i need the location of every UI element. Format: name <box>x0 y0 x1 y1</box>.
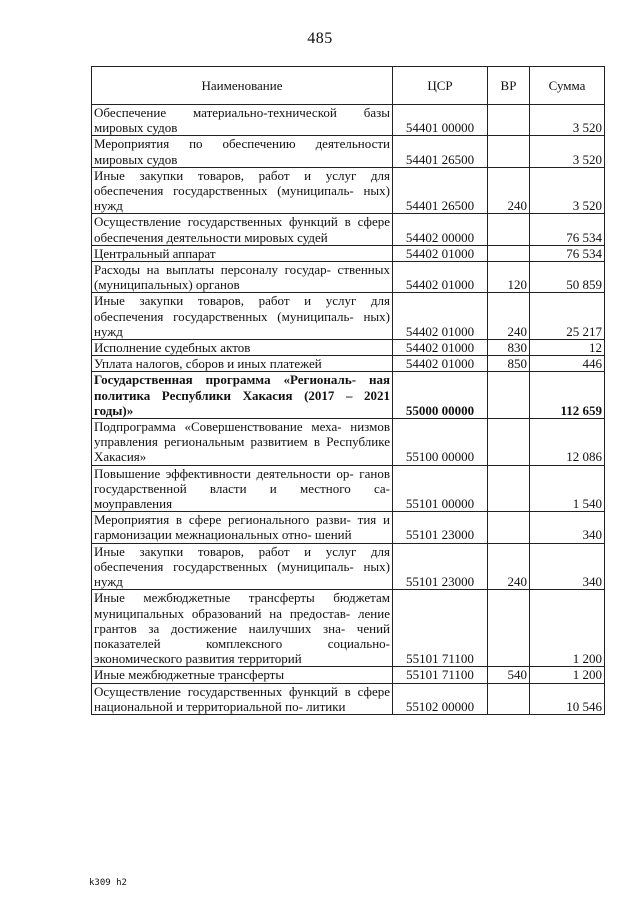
row-vr: 240 <box>488 543 530 590</box>
table-row <box>92 262 605 293</box>
row-csr: 55101 00000 <box>393 465 488 512</box>
row-sum: 340 <box>530 543 605 590</box>
row-sum: 12 086 <box>530 419 605 466</box>
row-csr: 54402 01000 <box>393 245 488 261</box>
row-name: Иные закупки товаров, работ и услуг для обеспечения государственных (муниципаль- ных) нужд <box>92 543 393 590</box>
row-name: Центральный аппарат <box>92 245 393 261</box>
row-csr: 54401 26500 <box>393 136 488 167</box>
table-row <box>92 105 605 136</box>
row-name: Мероприятия в сфере регионального разви- тия и гармонизации межнациональных отно- шений <box>92 512 393 543</box>
row-sum: 3 520 <box>530 167 605 214</box>
row-sum: 1 540 <box>530 465 605 512</box>
table-row <box>92 590 605 667</box>
row-csr: 54402 01000 <box>393 356 488 372</box>
row-csr: 55101 23000 <box>393 512 488 543</box>
row-name: Иные межбюджетные трансферты <box>92 667 393 683</box>
header-vr: ВР <box>488 67 530 105</box>
table-row <box>92 245 605 261</box>
row-csr: 55101 71100 <box>393 590 488 667</box>
row-name: Обеспечение материально-технической базы мировых судов <box>92 105 393 136</box>
row-sum: 112 659 <box>530 372 605 419</box>
table-body <box>92 105 605 715</box>
row-vr <box>488 105 530 136</box>
row-sum: 340 <box>530 512 605 543</box>
row-vr: 830 <box>488 340 530 356</box>
row-name: Осуществление государственных функций в сфере национальной и территориальной по- литики <box>92 683 393 714</box>
row-vr <box>488 590 530 667</box>
table-row <box>92 419 605 466</box>
table-row <box>92 136 605 167</box>
table-row <box>92 543 605 590</box>
row-vr <box>488 245 530 261</box>
header-name: Наименование <box>92 67 393 105</box>
row-csr: 54402 01000 <box>393 293 488 340</box>
row-name: Осуществление государственных функций в сфере обеспечения деятельности мировых судей <box>92 214 393 245</box>
row-vr <box>488 512 530 543</box>
row-name: Иные закупки товаров, работ и услуг для обеспечения государственных (муниципаль- ных) нужд <box>92 167 393 214</box>
row-csr: 54402 01000 <box>393 340 488 356</box>
row-name: Исполнение судебных актов <box>92 340 393 356</box>
row-sum: 3 520 <box>530 136 605 167</box>
row-csr: 55000 00000 <box>393 372 488 419</box>
row-vr: 850 <box>488 356 530 372</box>
row-vr: 540 <box>488 667 530 683</box>
row-name: Иные закупки товаров, работ и услуг для обеспечения государственных (муниципаль- ных) нужд <box>92 293 393 340</box>
row-sum: 3 520 <box>530 105 605 136</box>
footer-code: k309 h2 <box>89 878 127 888</box>
row-sum: 1 200 <box>530 667 605 683</box>
row-csr: 55101 23000 <box>393 543 488 590</box>
row-name: Уплата налогов, сборов и иных платежей <box>92 356 393 372</box>
row-vr: 120 <box>488 262 530 293</box>
table-row <box>92 667 605 683</box>
row-vr <box>488 136 530 167</box>
header-sum: Сумма <box>530 67 605 105</box>
row-name: Расходы на выплаты персоналу государ- ственных (муниципальных) органов <box>92 262 393 293</box>
row-vr: 240 <box>488 293 530 340</box>
row-name: Подпрограмма «Совершенствование меха- низмов управления региональным развитием в Республике Хакасия» <box>92 419 393 466</box>
budget-table <box>91 66 605 715</box>
row-name: Повышение эффективности деятельности ор- ганов государственной власти и местного са- моуправления <box>92 465 393 512</box>
row-sum: 12 <box>530 340 605 356</box>
row-sum: 1 200 <box>530 590 605 667</box>
row-csr: 54401 26500 <box>393 167 488 214</box>
table-row <box>92 214 605 245</box>
row-csr: 55101 71100 <box>393 667 488 683</box>
table-row <box>92 465 605 512</box>
row-sum: 446 <box>530 356 605 372</box>
table-row <box>92 340 605 356</box>
row-name: Государственная программа «Региональ- ная политика Республики Хакасия (2017 – 2021 годы)» <box>92 372 393 419</box>
page-number: 485 <box>307 30 333 47</box>
row-csr: 54402 01000 <box>393 262 488 293</box>
header-csr: ЦСР <box>393 67 488 105</box>
row-vr <box>488 465 530 512</box>
table-row <box>92 512 605 543</box>
table-row <box>92 356 605 372</box>
row-sum: 10 546 <box>530 683 605 714</box>
row-csr: 54401 00000 <box>393 105 488 136</box>
table-row <box>92 167 605 214</box>
table-header-row <box>92 67 605 105</box>
row-vr: 240 <box>488 167 530 214</box>
row-csr: 54402 00000 <box>393 214 488 245</box>
row-vr <box>488 372 530 419</box>
row-csr: 55102 00000 <box>393 683 488 714</box>
table-row <box>92 683 605 714</box>
row-sum: 25 217 <box>530 293 605 340</box>
table-row <box>92 293 605 340</box>
row-csr: 55100 00000 <box>393 419 488 466</box>
row-name: Иные межбюджетные трансферты бюджетам муниципальных образований на предостав- ление грантов за достижение наилучших зна- чений показателей комплексного социально- экономического развития территорий <box>92 590 393 667</box>
row-vr <box>488 419 530 466</box>
row-name: Мероприятия по обеспечению деятельности мировых судов <box>92 136 393 167</box>
row-vr <box>488 214 530 245</box>
row-sum: 76 534 <box>530 214 605 245</box>
table-row <box>92 372 605 419</box>
row-sum: 50 859 <box>530 262 605 293</box>
row-sum: 76 534 <box>530 245 605 261</box>
row-vr <box>488 683 530 714</box>
